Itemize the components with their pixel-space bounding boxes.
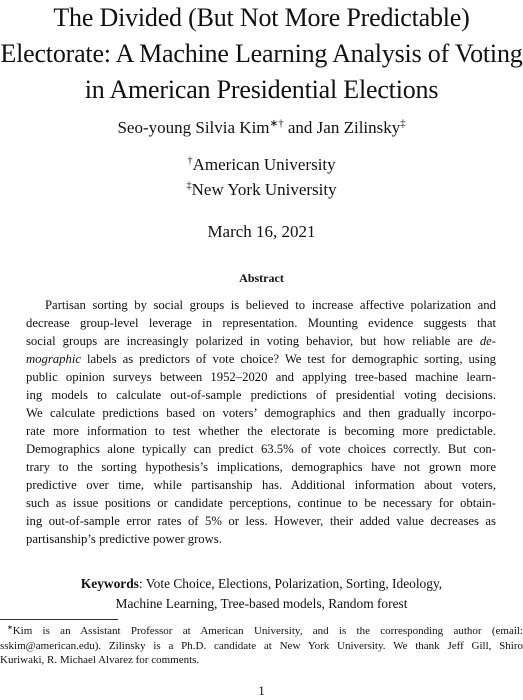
paper-title	[0, 0, 523, 108]
footnote-line-text: Kim is an Assistant Professor at American University, and is the corresponding author (email:	[12, 625, 523, 637]
abstract-body	[26, 296, 496, 548]
title-line-2: Electorate: A Machine Learning Analysis of Voting	[0, 39, 523, 68]
affiliation-2-name: New York University	[191, 180, 337, 199]
affiliation-1	[0, 155, 523, 175]
abstract-heading: Abstract	[239, 271, 284, 285]
paper-date: March 16, 2021	[207, 222, 316, 241]
footnote	[0, 624, 523, 668]
footnote-line: Kuriwaki, R. Michael Alvarez for comments.	[0, 654, 200, 666]
footnote-mark: ∗	[7, 624, 13, 632]
abstract-line	[26, 332, 496, 350]
abstract-italic-word: mographic	[26, 352, 81, 366]
keywords-line-1	[0, 574, 523, 594]
abstract-line: Demographics alone typically can predict 63.5% of vote choices correctly. But con-	[26, 442, 496, 456]
author-1: Seo-young Silvia Kim	[117, 118, 270, 137]
footnote-line	[0, 624, 523, 639]
abstract-line: We calculate predictions based on voters’ demographics and then gradually incorpo-	[26, 406, 496, 420]
affiliation-1-name: American University	[192, 155, 336, 174]
author-list	[0, 118, 523, 138]
abstract-line	[26, 350, 496, 368]
title-line-3: in American Presidential Elections	[84, 75, 439, 104]
affiliation-1-mark: †	[187, 155, 193, 167]
keywords-line-2: Machine Learning, Tree-based models, Random forest	[115, 596, 408, 611]
abstract-line: ing out-of-sample error rates of 5% or less. However, their added value decreases as	[26, 514, 496, 528]
abstract-line: trary to the sorting hypothesis’s implications, demographics have not grown more	[26, 460, 496, 474]
keywords-label: Keywords	[80, 576, 139, 591]
abstract-line: ing models to calculate out-of-sample predictions of presidential voting decisions.	[26, 388, 496, 402]
abstract-line-text: social groups are increasingly polarized in voting behavior, but how reliable are	[26, 334, 473, 348]
keywords-text-1: : Vote Choice, Elections, Polarization, Sorting, Ideology,	[138, 576, 443, 591]
affiliation-2-mark: ‡	[186, 180, 192, 192]
abstract-line: predictive over time, while partisanship has. Additional information about voters,	[26, 478, 496, 492]
abstract-line: decrease group-level leverage in representation. Mounting evidence suggests that	[26, 316, 496, 330]
abstract-italic-word: de-	[479, 334, 497, 348]
title-line-1: The Divided (But Not More Predictable)	[53, 3, 470, 32]
abstract-line-text: labels as predictors of vote choice? We test for demographic sorting, using	[87, 352, 497, 366]
author-1-marks: ∗†	[269, 118, 284, 130]
abstract-line: Partisan sorting by social groups is believed to increase affective polarization and	[45, 298, 496, 312]
footnote-line: sskim@american.edu). Zilinsky is a Ph.D. candidate at New York University. We thank Jeff Gill, Shiro	[0, 639, 523, 652]
author-2: Jan Zilinsky	[316, 118, 401, 137]
footnote-divider	[0, 619, 118, 620]
affiliation-2	[0, 180, 523, 200]
author-conjunction: and	[287, 118, 313, 137]
abstract-line: such as issue positions or candidate perceptions, continue to be necessary for obtain-	[26, 496, 496, 510]
page-number: 1	[258, 683, 265, 698]
abstract-line: public opinion surveys between 1952–2020 and applying tree-based machine learn-	[26, 370, 496, 384]
abstract-line: partisanship’s predictive power grows.	[26, 532, 222, 546]
keywords	[0, 574, 523, 614]
abstract-line: rate more information to test whether the electorate is becoming more predictable.	[26, 424, 496, 438]
author-2-marks: ‡	[400, 118, 406, 130]
